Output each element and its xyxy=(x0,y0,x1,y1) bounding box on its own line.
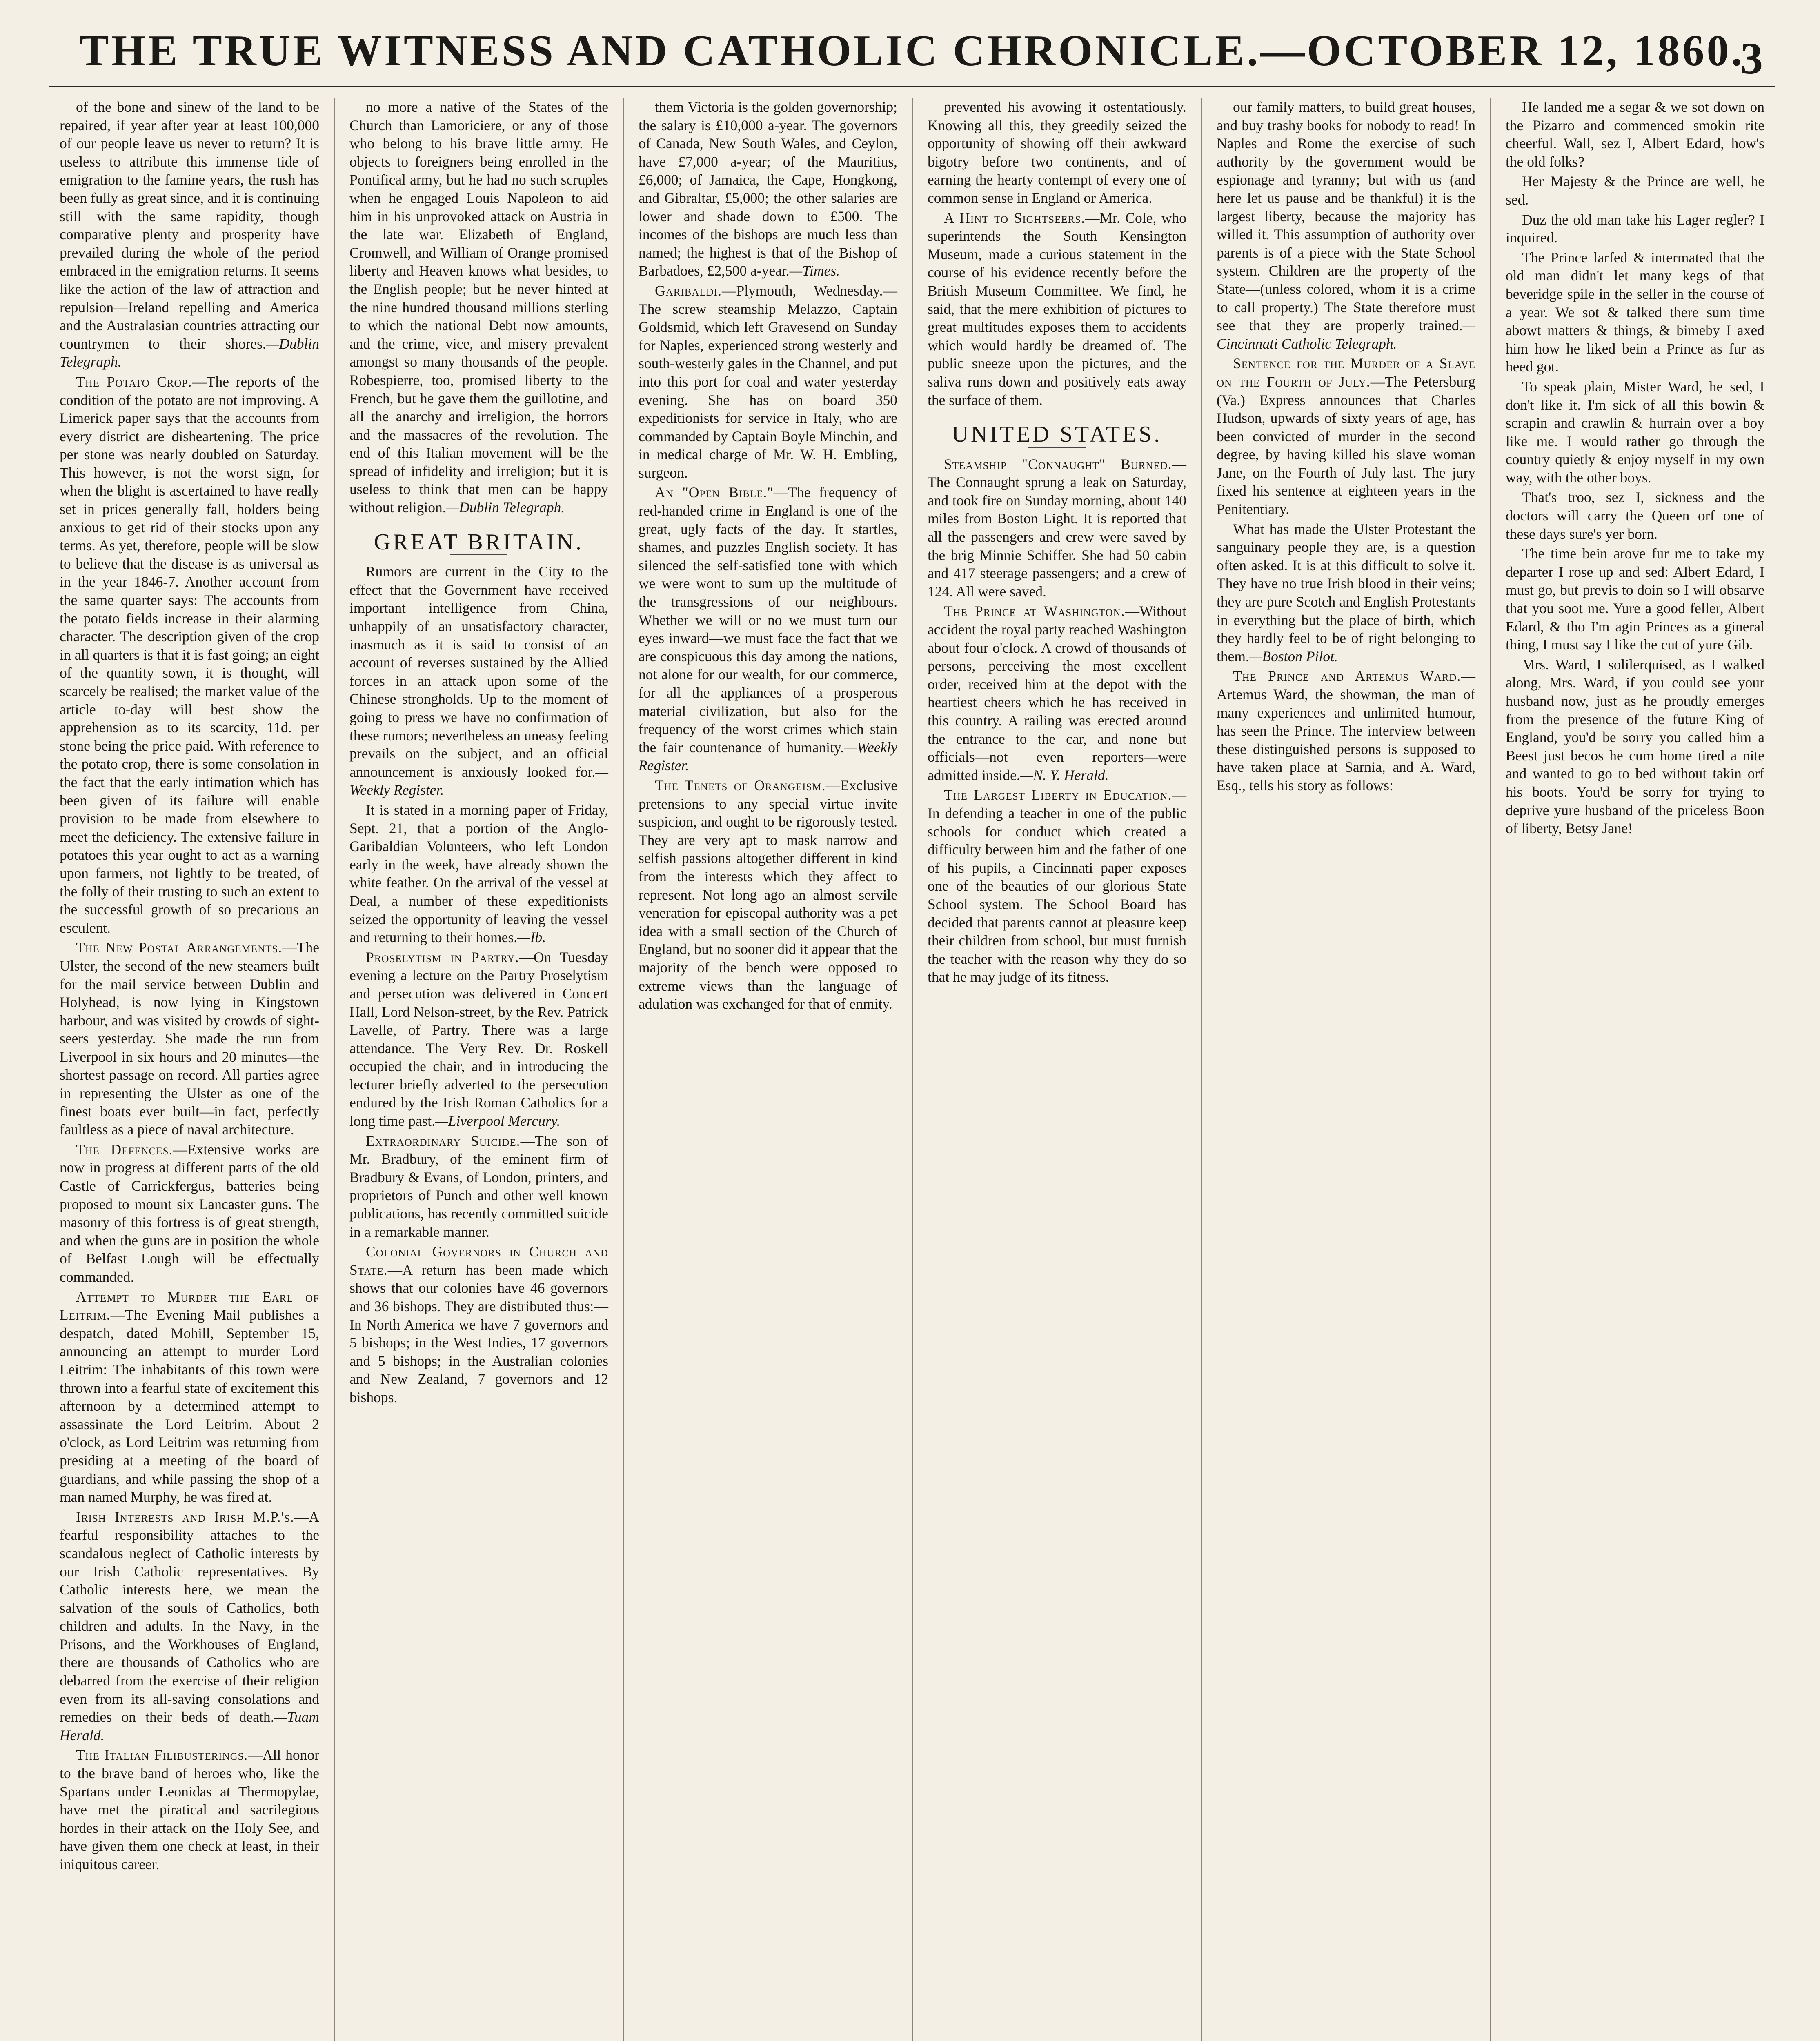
article-paragraph xyxy=(1217,667,1475,794)
text-column-1 xyxy=(45,98,334,2041)
article-heading: Garibaldi. xyxy=(655,282,722,299)
article-text: our family matters, to build great houses, and buy trashy books for nobody to read! In Naples and Rome the exercise of such authority by the government would be espionage and tyranny; but with us (and here let us pause and be thankful) it is the largest liberty, because the majority has willed it. This assumption of authority over parents is of a piece with the State School system. Children are the property of the State—(unless colored, whom it is a crime to call property.) The State therefore must see that they are properly trained. xyxy=(1217,99,1475,334)
article-heading: Attempt to Murder the Earl of Leitrim. xyxy=(60,1288,319,1323)
article-heading: Proselytism in Partry. xyxy=(366,949,519,965)
article-text: —Extensive works are now in progress at different parts of the old Castle of Carrickfergus, batteries being proposed to mount six Lancaster guns. The masonry of this fortress is of great strength, and when the guns are in position the whole of Belfast Lough will be effectually commanded. xyxy=(60,1141,319,1285)
text-column-4 xyxy=(912,98,1201,2041)
section-heading: UNITED STATES. xyxy=(952,422,1162,447)
article-heading: The Potato Crop. xyxy=(76,373,192,390)
article-text: —The Ulster, the second of the new steamers built for the mail service between Dublin and Holyhead, is now lying in Kingstown harbour, and was visited by crowds of sight-seers yesterday. She made the run from Liverpool in six hours and 20 minutes—the shortest passage on record. All parties agree in representing the Ulster as one of the finest boats ever built—in fact, perfectly faultless as a piece of naval architecture. xyxy=(60,939,319,1138)
article-paragraph xyxy=(1217,98,1475,353)
masthead xyxy=(49,16,1775,87)
article-text: prevented his avowing it ostentatiously. Knowing all this, they greedily seized the opportunity of showing off their awkward bigotry before two continents, and of earning the hearty contempt of every one of common sense in England or America. xyxy=(928,99,1186,206)
column-grid xyxy=(45,98,1779,2041)
article-heading: Steamship "Connaught" Burned. xyxy=(944,456,1172,472)
article-text: What has made the Ulster Protestant the sanguinary people they are, is a question often asked. It is at this difficult to solve it. They have no true Irish blood in their veins; they are pure Scotch and English Protestants in everything but the place of birth, which they hardly feel to be of right belonging to them. xyxy=(1217,520,1475,665)
article-paragraph xyxy=(928,98,1186,207)
article-source: —Liverpool Mercury. xyxy=(435,1113,561,1129)
article-source: —Cincinnati Catholic Telegraph. xyxy=(1217,317,1475,352)
article-paragraph xyxy=(349,948,608,1130)
article-source: —Tuam Herald. xyxy=(60,1709,319,1743)
article-paragraph xyxy=(60,1508,319,1745)
article-heading: Irish Interests and Irish M.P.'s. xyxy=(76,1508,294,1525)
article-paragraph xyxy=(1506,545,1764,654)
article-paragraph xyxy=(1506,172,1764,209)
article-text: —Plymouth, Wednesday.—The screw steamship Melazzo, Captain Goldsmid, which left Gravesend on Sunday for Naples, experienced strong westerly and south-westerly gales in the Channel, and put into this port for coal and water yesterday evening. She has on board 350 expeditionists for service in Italy, who are commanded by Captain Boyle Minchin, and in medical charge of Mr. W. H. Embling, surgeon. xyxy=(639,282,897,481)
masthead-title: THE TRUE WITNESS AND CATHOLIC CHRONICLE.—OCTOBER 12, 1860. xyxy=(79,27,1745,75)
article-source: —Boston Pilot. xyxy=(1249,648,1338,665)
article-heading: The Prince and Artemus Ward. xyxy=(1233,668,1461,685)
article-paragraph xyxy=(639,98,897,280)
article-paragraph xyxy=(1506,488,1764,543)
article-paragraph xyxy=(60,938,319,1139)
article-paragraph xyxy=(928,786,1186,986)
article-text: —The Evening Mail publishes a despatch, dated Mohill, September 15, announcing an attempt to murder Lord Leitrim: The inhabitants of this town were thrown into a fearful state of excitement this afternoon by a determined attempt to assassinate the Lord Leitrim. About 2 o'clock, as Lord Leitrim was returning from presiding at a meeting of the board of guardians, and while passing the shop of a man named Murphy, he was fired at. xyxy=(60,1307,319,1505)
article-text: Rumors are current in the City to the effect that the Government have received important intelligence from China, unhappily of an unsatisfactory character, inasmuch as it is said to consist of an account of reverses sustained by the Allied forces in an attack upon some of the Chinese strongholds. Up to the moment of going to press we have no confirmation of these rumors; nevertheless an uneasy feeling prevails on the subject, and an official announcement is anxiously looked for. xyxy=(349,563,608,780)
article-heading: Sentence for the Murder of a Slave on the Fourth of July. xyxy=(1217,355,1475,390)
article-text: That's troo, sez I, sickness and the doctors will carry the Queen orf one of these days sure's yer born. xyxy=(1506,489,1764,542)
article-paragraph xyxy=(1506,98,1764,171)
article-paragraph xyxy=(349,801,608,947)
text-column-2 xyxy=(334,98,623,2041)
article-text: no more a native of the States of the Church than Lamoriciere, or any of those who belong to his brave little army. He objects to foreigners being enrolled in the Pontifical army, but he had no such scruples when he engaged Louis Napoleon to aid him in his unprovoked attack on Austria in the late war. Elizabeth of England, Cromwell, and William of Orange promised liberty and Heaven knows what besides, to the English people; but he never hinted at the nine hundred thousand millions sterling to which the national Debt now amounts, and the crime, vice, and misery prevalent amongst so many thousands of the people. Robespierre, too, promised liberty to the French, but he gave them the guillotine, and all the anarchy and irreligion, the horrors and the massacres of the revolution. The end of this Italian movement will be the spread of infidelity and irreligion; but it is useless to think that men can be happy without religion. xyxy=(349,99,608,516)
article-text: —Artemus Ward, the showman, the man of many experiences and unlimited humour, has seen the Prince. The interview between these distinguished persons is supposed to have taken place at Sarnia, and A. Ward, Esq., tells his story as follows: xyxy=(1217,668,1475,794)
article-text: —Exclusive pretensions to any special virtue invite suspicion, and ought to be rigorously tested. They are very apt to mask narrow and selfish passions altogether different in kind from the interests which they affect to represent. Not long ago an almost servile veneration for episcopal authority was a pet idea with a small section of the Church of England, but no sooner did it appear that the majority of the bench were opposed to extreme views than the language of adulation was exchanged for that of enmity. xyxy=(639,777,897,1012)
article-source: —Ib. xyxy=(517,929,546,946)
article-text: —The Petersburg (Va.) Express announces that Charles Hudson, upwards of sixty years of age, has been convicted of murder in the second degree, by having killed his slave woman Jane, on the Fourth of July last. The jury fixed his sentence at eighteen years in the Penitentiary. xyxy=(1217,373,1475,518)
article-paragraph xyxy=(60,1141,319,1286)
article-text: —Mr. Cole, who superintends the South Kensington Museum, made a curious statement in the course of his evidence recently before the British Museum Committee. We find, he said, that the mere exhibition of pictures to great multitudes exposes them to accidents which would hardly be dreamed of. The public sneeze upon the pictures, and the saliva runs down and positively eats away the surface of them. xyxy=(928,209,1186,408)
article-paragraph xyxy=(1506,211,1764,247)
article-heading: A Hint to Sightseers. xyxy=(944,209,1085,226)
article-text: Mrs. Ward, I solilerquised, as I walked along, Mrs. Ward, if you could see your husband now, just as he proudly emerges from the presence of the future King of England, you'd be sorry you called him a Beest just becos he cum home tired a nite and wanted to go to bed without takin orf his boots. You'd be sorry for trying to deprive yure husband of the priceless Boon of liberty, Betsy Jane! xyxy=(1506,656,1764,837)
section-heading: GREAT BRITAIN. xyxy=(374,529,584,555)
article-heading: The Defences. xyxy=(76,1141,173,1158)
article-heading: The Prince at Washington. xyxy=(944,603,1125,620)
article-paragraph xyxy=(60,1288,319,1506)
article-text: —A return has been made which shows that our colonies have 46 governors and 36 bishops. They are distributed thus:—In North America we have 7 governors and 5 bishops; in the West Indies, 17 governors and 5 bishops; in the Australian colonies and New Zealand, 7 governors and 12 bishops. xyxy=(349,1261,608,1405)
text-column-6 xyxy=(1490,98,1779,2041)
page-number: 3 xyxy=(1740,33,1763,83)
article-text: Duz the old man take his Lager regler? I inquired. xyxy=(1506,211,1764,246)
article-text: —On Tuesday evening a lecture on the Partry Proselytism and persecution was delivered in Concert Hall, Lord Nelson-street, by the Rev. Patrick Lavelle, of Partry. There was a large attendance. The Very Rev. Dr. Roskell occupied the chair, and in introducing the lecturer briefly adverted to the persecution endured by the Irish Roman Catholics for a long time past. xyxy=(349,949,609,1129)
article-text: The Prince larfed & intermated that the old man didn't let many kegs of that beveridge spile in the seller in the course of a year. We sot & talked there sum time abowt matters & things, & bimeby I axed him how he liked bein a Prince as fur as heed got. xyxy=(1506,249,1764,375)
article-paragraph xyxy=(349,1243,608,1406)
article-paragraph xyxy=(349,562,608,799)
article-text: of the bone and sinew of the land to be repaired, if year after year at least 100,000 of our people leave us never to return? It is useless to attribute this immense tide of emigration to the famine years, the rush has been fully as great since, and it is continuing still with the same rapidity, though comparative plenty and prosperity have prevailed during the whole of the period embraced in the emigration returns. It seems like the action of the law of attraction and repulsion—Ireland repelling and America and the Australasian countries attracting our countrymen to their shores. xyxy=(60,99,319,352)
article-text: —The Connaught sprung a leak on Saturday, and took fire on Sunday morning, about 140 miles from Boston Light. It is reported that all the passengers and crew were saved by the brig Minnie Schiffer. She had 50 cabin and 417 steerage passengers; and a crew of 124. All were saved. xyxy=(928,456,1186,600)
article-paragraph xyxy=(1217,354,1475,518)
article-source: —Weekly Register. xyxy=(639,739,897,774)
article-paragraph xyxy=(1506,656,1764,838)
article-text: —Without accident the royal party reached Washington about four o'clock. A crowd of thousands of persons, perceiving the most excellent order, received him at the depot with the heartiest cheers which he has received in this country. A railing was erected around the entrance to the car, and none but officials—not even reporters—were admitted inside. xyxy=(928,603,1186,783)
article-text: —A fearful responsibility attaches to the scandalous neglect of Catholic interests by our Irish Catholic representatives. By Catholic interests here, we mean the salvation of the souls of Catholics, both children and adults. In the Navy, in the Prisons, and the Workhouses of England, there are thousands of Catholics who are debarred from the exercise of their religion even from its all-saving consolations and remedies on their beds of death. xyxy=(60,1508,319,1725)
article-paragraph xyxy=(60,373,319,937)
article-paragraph xyxy=(928,602,1186,784)
article-heading: The Largest Liberty in Education. xyxy=(944,787,1172,803)
article-heading: An "Open Bible." xyxy=(655,484,774,501)
article-text: Her Majesty & the Prince are well, he sed. xyxy=(1506,173,1764,208)
article-paragraph xyxy=(639,776,897,1013)
article-paragraph xyxy=(928,455,1186,601)
article-text: —The son of Mr. Bradbury, of the eminent firm of Bradbury & Evans, of London, printers, and proprietors of Punch and other well known publications, has recently committed suicide in a remarkable manner. xyxy=(349,1132,608,1240)
article-heading: The Italian Filibusterings. xyxy=(76,1747,248,1763)
article-paragraph xyxy=(1506,378,1764,487)
text-column-3 xyxy=(623,98,912,2041)
article-paragraph xyxy=(60,98,319,371)
article-text: —In defending a teacher in one of the public schools for conduct which created a difficulty between him and the father of one of his pupils, a Cincinnati paper exposes one of the beauties of our glorious State School system. The School Board has decided that parents cannot at pleasure keep their children from school, but must furnish the teacher with the reason why they do so that he may judge of its fitness. xyxy=(928,787,1186,985)
article-text: The time bein arove fur me to take my departer I rose up and sed: Albert Edard, I must go, but previs to doin so I will obsarve that you soot me. Yure a good feller, Albert Edard, & tho I'm agin Princes as a gineral thing, I must say I like the cut of yure Gib. xyxy=(1506,545,1764,653)
article-text: —All honor to the brave band of heroes who, like the Spartans under Leonidas at Thermopylae, have met the piratical and sacrilegious hordes in their attack on the Holy See, and have given them one check at least, in their iniquitous career. xyxy=(60,1747,319,1872)
article-paragraph xyxy=(349,98,608,517)
article-paragraph xyxy=(60,1746,319,1873)
article-source: —N. Y. Herald. xyxy=(1020,767,1109,783)
article-paragraph xyxy=(1506,249,1764,376)
article-text: It is stated in a morning paper of Friday, Sept. 21, that a portion of the Anglo-Garibaldian Volunteers, who left London early in the week, have already shown the white feather. On the arrival of the vessel at Deal, a number of these expeditionists seized the opportunity of leaving the vessel and returning to their homes. xyxy=(349,801,608,946)
article-paragraph xyxy=(639,282,897,482)
article-source: —Times. xyxy=(789,262,840,279)
article-heading: Extraordinary Suicide. xyxy=(366,1132,521,1149)
article-paragraph xyxy=(928,209,1186,409)
article-paragraph xyxy=(349,1132,608,1241)
article-source: —Dublin Telegraph. xyxy=(60,335,319,370)
article-heading: The New Postal Arrangements. xyxy=(76,939,283,956)
article-source: —Weekly Register. xyxy=(349,763,608,798)
article-heading: The Tenets of Orangeism. xyxy=(655,777,826,794)
article-text: —The frequency of red-handed crime in England is one of the great, ugly facts of the day. It startles, shames, and puzzles English society. It has silenced the self-satisfied tone with which we were wont to sum up the multitude of the transgressions of our neighbours. Whether we will or no we must turn our eyes inward—we must face the fact that we are conspicuous this day among the nations, not alone for our wealth, for our commerce, for all the appliances of a prosperous material civilization, but also for the frequency of the worst crimes which stain the fair countenance of humanity. xyxy=(639,484,897,756)
article-heading: Colonial Governors in Church and State. xyxy=(349,1243,608,1278)
article-paragraph xyxy=(639,483,897,775)
article-paragraph xyxy=(1217,520,1475,666)
article-source: —Dublin Telegraph. xyxy=(446,499,565,516)
text-column-5 xyxy=(1201,98,1490,2041)
article-text: them Victoria is the golden governorship; the salary is £10,000 a-year. The governors of Canada, New South Wales, and Ceylon, have £7,000 a-year; of the Mauritius, £6,000; of Jamaica, the Cape, Hongkong, and Gibraltar, £5,000; the other salaries are lower and shade down to £500. The incomes of the bishops are much less than named; the highest is that of the Bishop of Barbadoes, £2,500 a-year. xyxy=(639,99,897,279)
article-text: To speak plain, Mister Ward, he sed, I don't like it. I'm sick of all this bowin & scrapin and crawlin & hurrain over a boy like me. I would rather go through the country quietly & enjoy myself in my own way, with the other boys. xyxy=(1506,378,1764,486)
article-text: He landed me a segar & we sot down on the Pizarro and commenced smokin rite cheerful. Wall, sez I, Albert Edard, how's the old folks? xyxy=(1506,99,1764,170)
article-text: —The reports of the condition of the potato are not improving. A Limerick paper says that the accounts from every district are disheartening. The price per stone was nearly doubled on Saturday. This however, is not the worst sign, for when the blight is ascertained to have really set in prices generally fall, holders being anxious to get rid of their stocks upon any terms. As yet, therefore, people will be slow to believe that the disease is as universal as in the year 1846-7. Another account from the same quarter says: The accounts from the potato fields increase in their alarming character. The description given of the crop in all quarters is that it is fast going; an eight of the quantity sown, it is thought, will scarcely be realised; the market value of the article to-day will best show the apprehension as to its scarcity, 11d. per stone being the price paid. With reference to the potato crop, there is some consolation in the fact that the early intimation which has been given of its failure will enable provision to be made from elsewhere to meet the deficiency. The extensive failure in potatoes this year ought to act as a warning upon farmers, not lightly to be treated, of the folly of their trusting to such an extent to the successful growth of so precarious an esculent. xyxy=(60,373,320,936)
